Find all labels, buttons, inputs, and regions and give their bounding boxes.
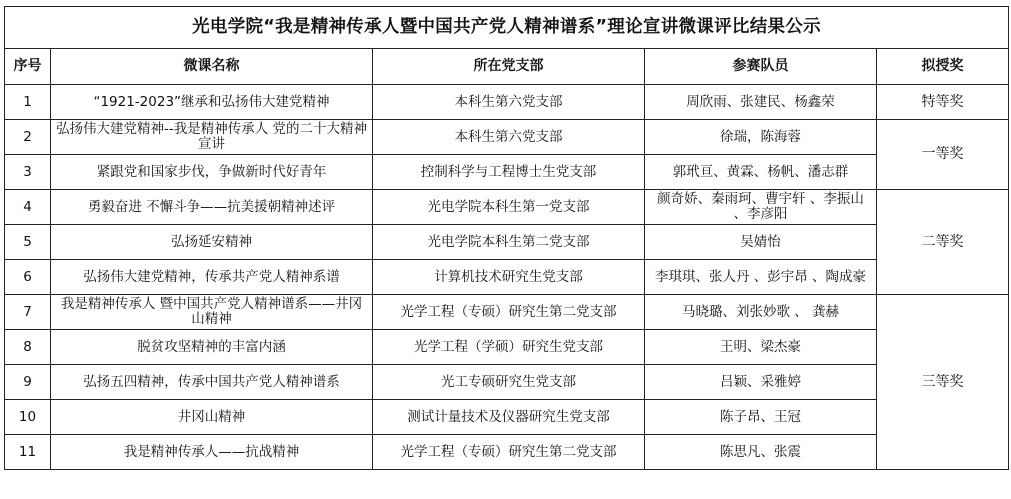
row-index: 11 (5, 435, 51, 470)
table-row (5, 190, 1009, 225)
row-index: 7 (5, 295, 51, 330)
row-name: “1921-2023”继承和弘扬伟大建党精神 (51, 85, 373, 120)
table-row (5, 365, 1009, 400)
row-branch: 控制科学与工程博士生党支部 (373, 155, 645, 190)
row-name: 弘扬五四精神，传承中国共产党人精神谱系 (51, 365, 373, 400)
page-title: 光电学院“我是精神传承人暨中国共产党人精神谱系”理论宣讲微课评比结果公示 (5, 7, 1009, 49)
table-row (5, 435, 1009, 470)
table-row (5, 330, 1009, 365)
table-row (5, 225, 1009, 260)
row-members: 徐瑞，陈海蓉 (645, 120, 877, 155)
row-members: 颜奇娇、秦雨珂、曹宇轩 、李振山 、李彦阳 (645, 190, 877, 225)
row-index: 8 (5, 330, 51, 365)
row-index: 1 (5, 85, 51, 120)
row-index: 10 (5, 400, 51, 435)
award-first: 一等奖 (877, 120, 1009, 190)
row-name: 弘扬伟大建党精神，传承共产党人精神系谱 (51, 260, 373, 295)
table-row (5, 295, 1009, 330)
header-index: 序号 (5, 49, 51, 85)
results-table (4, 6, 1009, 470)
table-row (5, 85, 1009, 120)
table-row (5, 260, 1009, 295)
table-row (5, 120, 1009, 155)
row-name: 弘扬延安精神 (51, 225, 373, 260)
table-row (5, 400, 1009, 435)
row-name: 我是精神传承人 暨中国共产党人精神谱系——井冈山精神 (51, 295, 373, 330)
header-name: 微课名称 (51, 49, 373, 85)
row-branch: 光学工程（学硕）研究生党支部 (373, 330, 645, 365)
row-branch: 光学工程（专硕）研究生第二党支部 (373, 295, 645, 330)
row-members: 陈子昂、王冠 (645, 400, 877, 435)
row-name: 勇毅奋进 不懈斗争——抗美援朝精神述评 (51, 190, 373, 225)
row-index: 9 (5, 365, 51, 400)
row-name: 井冈山精神 (51, 400, 373, 435)
row-branch: 光电学院本科生第一党支部 (373, 190, 645, 225)
title-row (5, 7, 1009, 49)
row-name: 弘扬伟大建党精神--我是精神传承人 党的二十大精神宣讲 (51, 120, 373, 155)
row-members: 郭玳亘、黄霖、杨帆、潘志群 (645, 155, 877, 190)
row-members: 陈思凡、张震 (645, 435, 877, 470)
table-row (5, 155, 1009, 190)
row-branch: 本科生第六党支部 (373, 85, 645, 120)
row-branch: 本科生第六党支部 (373, 120, 645, 155)
row-index: 4 (5, 190, 51, 225)
header-members: 参赛队员 (645, 49, 877, 85)
row-branch: 光学工程（专硕）研究生第二党支部 (373, 435, 645, 470)
row-members: 吴婧怡 (645, 225, 877, 260)
header-row (5, 49, 1009, 85)
row-branch: 计算机技术研究生党支部 (373, 260, 645, 295)
row-branch: 光电学院本科生第二党支部 (373, 225, 645, 260)
row-members: 周欣雨、张建民、杨鑫荣 (645, 85, 877, 120)
header-branch: 所在党支部 (373, 49, 645, 85)
row-index: 3 (5, 155, 51, 190)
award-third: 三等奖 (877, 295, 1009, 470)
row-members: 吕颖、采雅婷 (645, 365, 877, 400)
row-index: 6 (5, 260, 51, 295)
row-members: 李琪琪、张人丹 、彭宇昂 、陶成豪 (645, 260, 877, 295)
row-name: 脱贫攻坚精神的丰富内涵 (51, 330, 373, 365)
row-branch: 测试计量技术及仪器研究生党支部 (373, 400, 645, 435)
row-index: 5 (5, 225, 51, 260)
header-award: 拟授奖 (877, 49, 1009, 85)
row-branch: 光工专硕研究生党支部 (373, 365, 645, 400)
row-index: 2 (5, 120, 51, 155)
row-members: 马晓璐、刘张妙歌 、 龚赫 (645, 295, 877, 330)
award-second: 二等奖 (877, 190, 1009, 295)
award-special: 特等奖 (877, 85, 1009, 120)
row-members: 王明、梁杰豪 (645, 330, 877, 365)
row-name: 我是精神传承人——抗战精神 (51, 435, 373, 470)
row-name: 紧跟党和国家步伐，争做新时代好青年 (51, 155, 373, 190)
